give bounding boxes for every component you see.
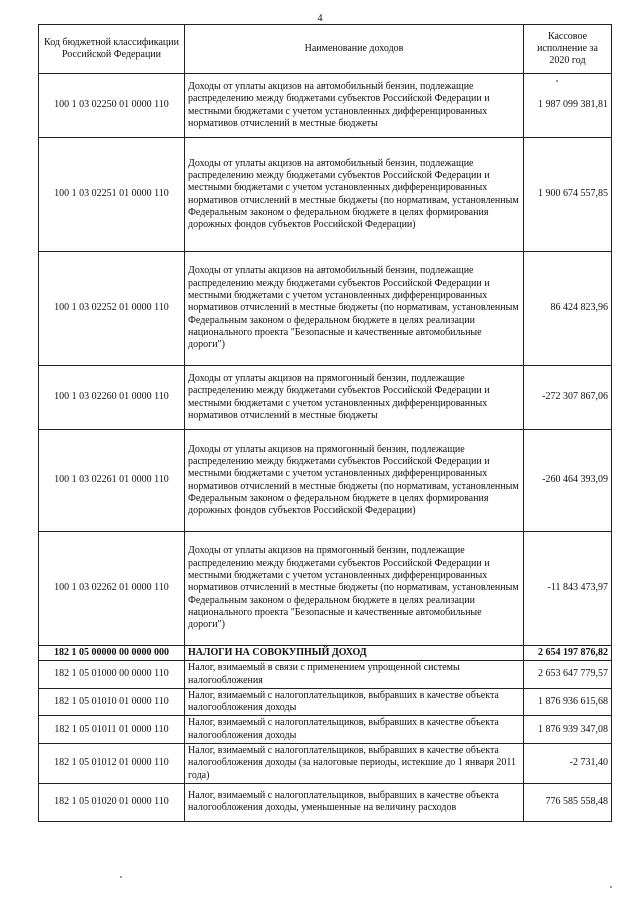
revenue-name: НАЛОГИ НА СОВОКУПНЫЙ ДОХОД — [185, 646, 524, 661]
budget-code: 182 1 05 01010 01 0000 110 — [39, 688, 185, 716]
budget-code: 182 1 05 01020 01 0000 110 — [39, 783, 185, 821]
revenue-name: Доходы от уплаты акцизов на прямогонный бензин, подлежащие распределению между бюджетами субъектов Российской Федерации и местными бюджетами с учетом установленных дифференцированных нормативов отчислений в местные бюджеты (по нормативам, установленным Федеральным законом о федеральном бюджете в целях реализации национального проекта "Безопасные и качественные автомобильные дороги") — [185, 532, 524, 646]
amount: 776 585 558,48 — [524, 783, 612, 821]
budget-code: 100 1 03 02260 01 0000 110 — [39, 366, 185, 430]
amount: 1 876 936 615,68 — [524, 688, 612, 716]
table-row — [39, 646, 612, 661]
table-row — [39, 661, 612, 689]
table-body — [39, 74, 612, 822]
budget-code: 182 1 05 01012 01 0000 110 — [39, 744, 185, 784]
table-row — [39, 744, 612, 784]
budget-code: 100 1 03 02250 01 0000 110 — [39, 74, 185, 138]
budget-code: 182 1 05 00000 00 0000 000 — [39, 646, 185, 661]
revenue-name: Налог, взимаемый с налогоплательщиков, выбравших в качестве объекта налогообложения доходы (за налоговые периоды, истекшие до 1 января 2011 года) — [185, 744, 524, 784]
revenue-name: Доходы от уплаты акцизов на прямогонный бензин, подлежащие распределению между бюджетами субъектов Российской Федерации и местными бюджетами с учетом установленных дифференцированных нормативов отчислений в местные бюджеты (по нормативам, установленным Федеральным законом о федеральном бюджете в целях формирования дорожных фондов субъектов Российской Федерации) — [185, 430, 524, 532]
budget-code: 100 1 03 02251 01 0000 110 — [39, 138, 185, 252]
revenue-name: Налог, взимаемый с налогоплательщиков, выбравших в качестве объекта налогообложения доходы — [185, 688, 524, 716]
budget-code: 100 1 03 02261 01 0000 110 — [39, 430, 185, 532]
table-row — [39, 688, 612, 716]
amount: 2 653 647 779,57 — [524, 661, 612, 689]
table-row — [39, 716, 612, 744]
table-row — [39, 252, 612, 366]
revenue-name: Доходы от уплаты акцизов на автомобильный бензин, подлежащие распределению между бюджетами субъектов Российской Федерации и местными бюджетами с учетом установленных дифференцированных нормативов отчислений в местные бюджеты (по нормативам, установленным Федеральным законом о федеральном бюджете в целях реализации национального проекта "Безопасные и качественные автомобильные дороги") — [185, 252, 524, 366]
revenue-name: Доходы от уплаты акцизов на прямогонный бензин, подлежащие распределению между бюджетами субъектов Российской Федерации и местными бюджетами с учетом установленных дифференцированных нормативов отчислений в местные бюджеты — [185, 366, 524, 430]
amount: 86 424 823,96 — [524, 252, 612, 366]
table-row — [39, 430, 612, 532]
scan-speck — [610, 886, 612, 888]
page-number: 4 — [317, 13, 323, 24]
revenue-name: Налог, взимаемый с налогоплательщиков, выбравших в качестве объекта налогообложения доходы — [185, 716, 524, 744]
table-row — [39, 783, 612, 821]
amount: 1 987 099 381,81 — [524, 74, 612, 138]
budget-code: 100 1 03 02262 01 0000 110 — [39, 532, 185, 646]
amount: 1 900 674 557,85 — [524, 138, 612, 252]
amount: -11 843 473,97 — [524, 532, 612, 646]
budget-code: 100 1 03 02252 01 0000 110 — [39, 252, 185, 366]
table-row — [39, 138, 612, 252]
table-row — [39, 366, 612, 430]
amount: -260 464 393,09 — [524, 430, 612, 532]
revenue-name: Налог, взимаемый с налогоплательщиков, выбравших в качестве объекта налогообложения доходы, уменьшенные на величину расходов — [185, 783, 524, 821]
amount: 2 654 197 876,82 — [524, 646, 612, 661]
table-row — [39, 532, 612, 646]
amount: -2 731,40 — [524, 744, 612, 784]
budget-code: 182 1 05 01000 00 0000 110 — [39, 661, 185, 689]
scan-speck — [120, 876, 122, 878]
amount: 1 876 939 347,08 — [524, 716, 612, 744]
revenue-table — [38, 24, 612, 822]
header-code: Код бюджетной классификации Российской Федерации — [39, 25, 185, 74]
scan-speck — [556, 80, 558, 82]
revenue-name: Налог, взимаемый в связи с применением упрощенной системы налогообложения — [185, 661, 524, 689]
revenue-name: Доходы от уплаты акцизов на автомобильный бензин, подлежащие распределению между бюджетами субъектов Российской Федерации и местными бюджетами с учетом установленных дифференцированных нормативов отчислений в местные бюджеты — [185, 74, 524, 138]
table-row — [39, 74, 612, 138]
table-header-row — [39, 25, 612, 74]
revenue-name: Доходы от уплаты акцизов на автомобильный бензин, подлежащие распределению между бюджетами субъектов Российской Федерации и местными бюджетами с учетом установленных дифференцированных нормативов отчислений в местные бюджеты (по нормативам, установленным Федеральным законом о федеральном бюджете в целях формирования дорожных фондов субъектов Российской Федерации) — [185, 138, 524, 252]
amount: -272 307 867,06 — [524, 366, 612, 430]
header-name: Наименование доходов — [185, 25, 524, 74]
budget-code: 182 1 05 01011 01 0000 110 — [39, 716, 185, 744]
header-amount: Кассовое исполнение за 2020 год — [524, 25, 612, 74]
